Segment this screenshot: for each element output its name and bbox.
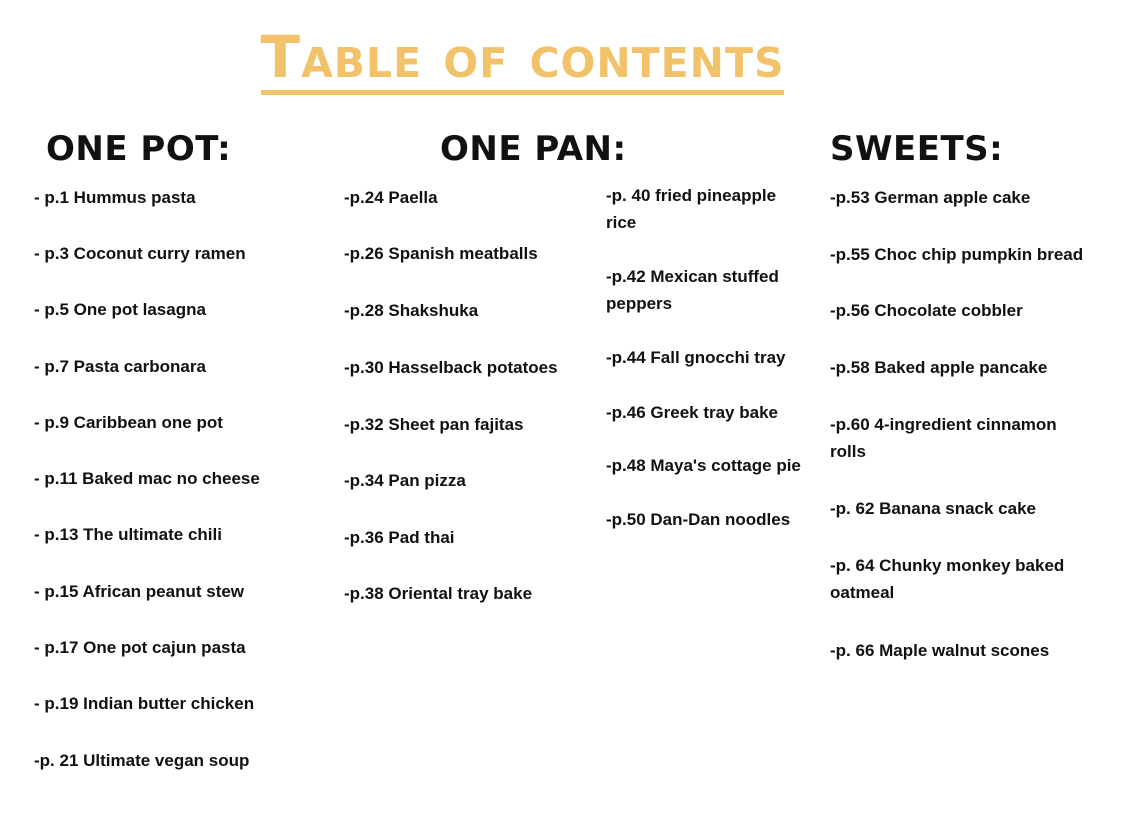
list-item: -p. 40 fried pineapple rice — [606, 186, 777, 232]
list-item: - p.11 Baked mac no cheese — [34, 469, 260, 488]
list-item: -p. 64 Chunky monkey baked oatmeal — [830, 556, 1065, 602]
list-item: -p.32 Sheet pan fajitas — [344, 415, 524, 434]
list-item: -p.30 Hasselback potatoes — [344, 358, 558, 377]
list-item: - p.1 Hummus pasta — [34, 188, 196, 207]
section-heading-one-pan: ONE PAN: — [440, 129, 627, 169]
list-item: -p.60 4-ingredient cinnamon rolls — [830, 415, 1057, 461]
list-item: - p.9 Caribbean one pot — [34, 413, 223, 432]
list-item: -p.26 Spanish meatballs — [344, 244, 538, 263]
section-heading-sweets: SWEETS: — [830, 129, 1004, 169]
list-item: -p.38 Oriental tray bake — [344, 584, 533, 603]
list-item: -p.55 Choc chip pumpkin bread — [830, 245, 1084, 264]
list-item: - p.5 One pot lasagna — [34, 300, 206, 319]
list-item: -p.28 Shakshuka — [344, 301, 479, 320]
list-item: -p.50 Dan-Dan noodles — [606, 510, 791, 529]
list-item: -p.46 Greek tray bake — [606, 403, 778, 422]
list-item: - p.17 One pot cajun pasta — [34, 638, 246, 657]
list-item: - p.3 Coconut curry ramen — [34, 244, 246, 263]
list-item: - p.19 Indian butter chicken — [34, 694, 255, 713]
list-item: -p.56 Chocolate cobbler — [830, 301, 1023, 320]
list-item: -p.34 Pan pizza — [344, 471, 466, 490]
list-item: -p.44 Fall gnocchi tray — [606, 348, 786, 367]
list-item: -p. 66 Maple walnut scones — [830, 641, 1050, 660]
list-item: -p. 62 Banana snack cake — [830, 499, 1037, 518]
list-item: -p. 21 Ultimate vegan soup — [34, 751, 250, 770]
list-item: -p.42 Mexican stuffed peppers — [606, 267, 779, 313]
list-item: -p.58 Baked apple pancake — [830, 358, 1048, 377]
page-title — [0, 23, 1045, 95]
list-item: -p.36 Pad thai — [344, 528, 455, 547]
list-item: -p.24 Paella — [344, 188, 438, 207]
list-item: -p.53 German apple cake — [830, 188, 1031, 207]
list-item: -p.48 Maya's cottage pie — [606, 456, 801, 475]
list-item: - p.7 Pasta carbonara — [34, 357, 206, 376]
page-title-text: Table of contents — [261, 28, 785, 95]
list-item: - p.15 African peanut stew — [34, 582, 245, 601]
list-item: - p.13 The ultimate chili — [34, 525, 222, 544]
section-heading-one-pot: ONE POT: — [46, 129, 232, 169]
